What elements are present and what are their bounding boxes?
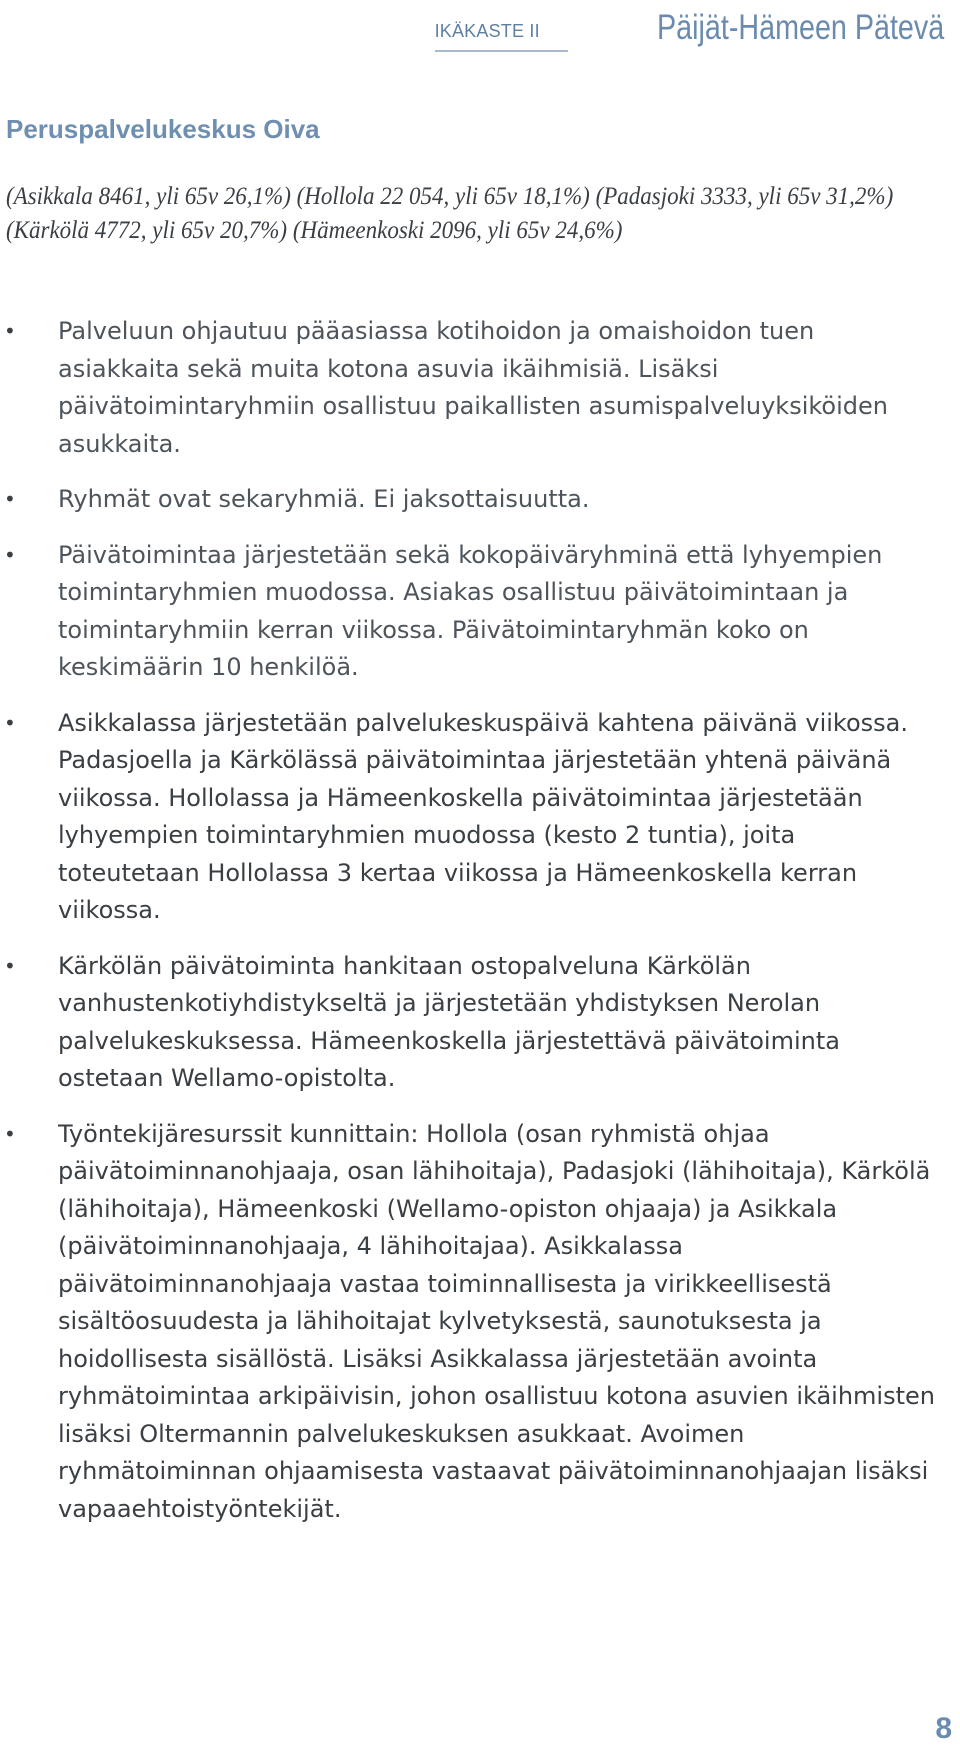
list-item (0, 1116, 960, 1529)
bullet-icon: • (4, 319, 16, 343)
page-number: 8 (935, 1712, 952, 1745)
bullet-icon: • (4, 953, 16, 978)
list-item (0, 948, 960, 1098)
list-item-text: Ryhmät ovat sekaryhmiä. Ei jaksottaisuutta. (58, 485, 590, 513)
list-item-text: Palveluun ohjautuu pääasiassa kotihoidon ja omaishoidon tuen asiakkaita sekä muita kotona asuvia ikäihmisiä. Lisäksi päivätoimintaryhmiin osallistuu paikallisten asumispalveluyksiköiden asukkaita. (58, 317, 888, 458)
list-item-text: Asikkalassa järjestetään palvelukeskuspäivä kahtena päivänä viikossa. Padasjoella ja Kärkölässä päivätoimintaa järjestetään yhtenä päivänä viikossa. Hollolassa ja Hämeenkoskella päivätoimintaa järjestetään lyhyempien toimintaryhmien muodossa (kesto 2 tuntia), joita toteutetaan Hollolassa 3 kertaa viikossa ja Hämeenkoskella kerran viikossa. (58, 708, 908, 924)
list-item (0, 481, 960, 519)
list-item (0, 313, 960, 463)
header-brand: Päijät-Hämeen Pätevä (656, 8, 944, 47)
list-item-text: Päivätoimintaa järjestetään sekä kokopäiväryhminä että lyhyempien toimintaryhmien muodossa. Asiakas osallistuu päivätoimintaan ja toimintaryhmiin kerran viikossa. Päivätoimintaryhmän koko on keskimäärin 10 henkilöä. (58, 540, 883, 681)
bullet-icon: • (4, 487, 16, 511)
header-kicker: IKÄKASTE II (435, 21, 568, 52)
list-item (0, 537, 960, 687)
bullet-list (0, 313, 960, 1546)
bullet-icon: • (4, 542, 16, 567)
page-header (435, 0, 944, 52)
population-stats: (Asikkala 8461, yli 65v 26,1%) (Hollola 22 054, yli 65v 18,1%) (Padasjoki 3333, yli 65v 31,2%) (Kärkölä 4772, yli 65v 20,7%) (Hämeenkoski 2096, yli 65v 24,6%) (6, 183, 894, 244)
section-title: Peruspalvelukeskus Oiva (6, 114, 320, 144)
list-item (0, 705, 960, 930)
list-item-text: Kärkölän päivätoiminta hankitaan ostopalveluna Kärkölän vanhustenkotiyhdistykseltä ja järjestetään yhdistyksen Nerolan palvelukeskuksessa. Hämeenkoskella järjestettävä päivätoiminta ostetaan Wellamo-opistolta. (58, 951, 840, 1092)
bullet-icon: • (4, 710, 16, 735)
list-item-text: Työntekijäresurssit kunnittain: Hollola (osan ryhmistä ohjaa päivätoiminnanohjaaja, osan lähihoitaja), Padasjoki (lähihoitaja), Kärkölä (lähihoitaja), Hämeenkoski (Wellamo-opiston ohjaaja) ja Asikkala (päivätoiminnanohjaaja, 4 lähihoitajaa). Asikkalassa päivätoiminnanohjaaja vastaa toiminnallisesta ja virikkeellisestä sisältöosuudesta ja lähihoitajat kylvetyksestä, saunotuksesta ja hoidollisesta sisällöstä. Lisäksi Asikkalassa järjestetään avointa ryhmätoimintaa arkipäivisin, johon osallistuu kotona asuvien ikäihmisten lisäksi Oltermannin palvelukeskuksen asukkaat. Avoimen ryhmätoiminnan ohjaamisesta vastaavat päivätoiminnanohjaajan lisäksi vapaaehtoistyöntekijät. (58, 1119, 935, 1523)
bullet-icon: • (4, 1121, 16, 1146)
